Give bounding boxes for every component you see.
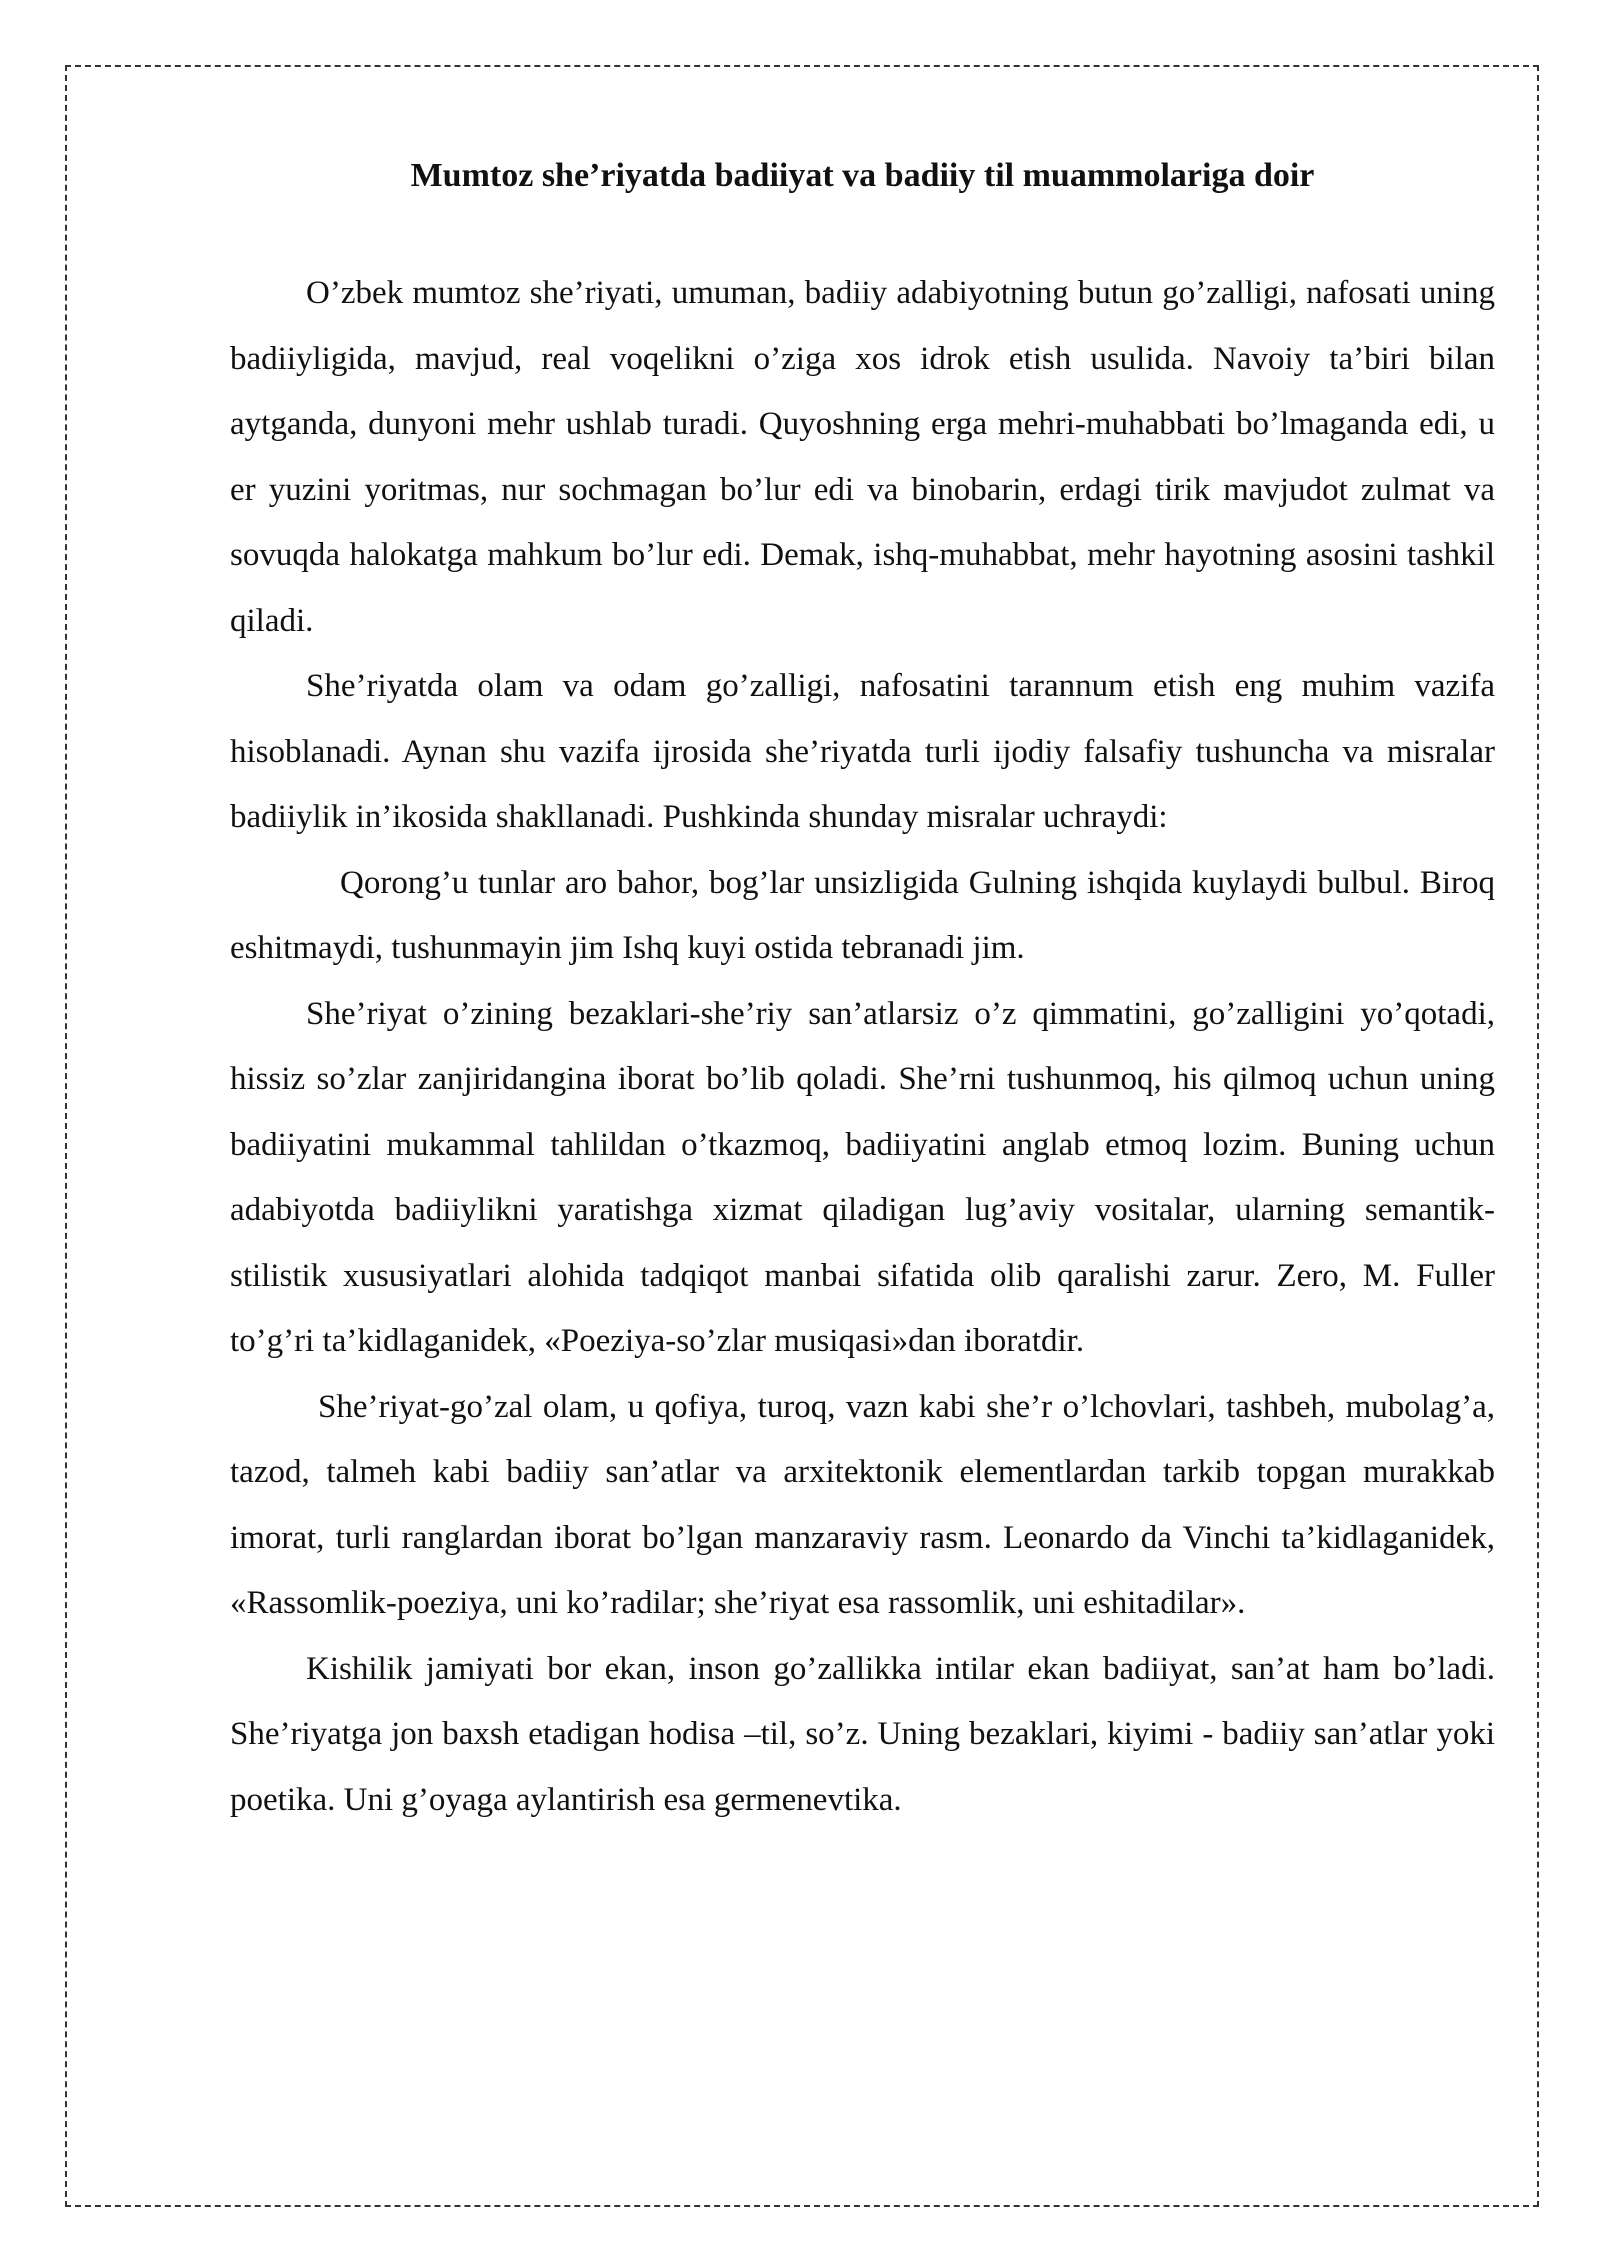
paragraph-1: O’zbek mumtoz she’riyati, umuman, badiiy adabiyotning butun go’zalligi, nafosati uning badiiyligida, mavjud, real voqelikni o’ziga xos idrok etish usulida. Navoiy ta’biri bilan aytganda, dunyoni mehr ushlab turadi. Quyoshning erga mehri-muhabbati bo’lmaganda edi, u er yuzini yoritmas, nur sochmagan bo’lur edi va binobarin, erdagi tirik mavjudot zulmat va sovuqda halokatga mahkum bo’lur edi. Demak, ishq-muhabbat, mehr hayotning asosini tashkil qiladi.	[230, 275, 1495, 639]
paragraph-5: Kishilik jamiyati bor ekan, inson go’zallikka intilar ekan badiiyat, san’at ham bo’ladi. She’riyatga jon baxsh etadigan hodisa –til, so’z. Uning bezaklari, kiyimi - badiiy san’atlar yoki poetika. Uni g’oyaga aylantirish esa germenevtika.	[230, 1650, 1495, 1818]
paragraph-4: She’riyat-go’zal olam, u qofiya, turoq, vazn kabi she’r o’lchovlari, tashbeh, mubolag’a, tazod, talmeh kabi badiiy san’atlar va arxitektonik elementlardan tarkib topgan murakkab imorat, turli ranglardan iborat bo’lgan manzaraviy rasm. Leonardo da Vinchi ta’kidlaganidek, «Rassomlik-poeziya, uni ko’radilar; she’riyat esa rassomlik, uni eshitadilar».	[230, 1388, 1495, 1621]
poem-quote: Qorong’u tunlar aro bahor, bog’lar unsizligida Gulning ishqida kuylaydi bulbul. Biroq eshitmaydi, tushunmayin jim Ishq kuyi ostida tebranadi jim.	[230, 864, 1495, 966]
document-body	[230, 145, 1495, 1833]
document-title: Mumtoz she’riyatda badiiyat va badiiy til muammolariga doir	[410, 157, 1315, 194]
paragraph-3: She’riyat o’zining bezaklari-she’riy san’atlarsiz o’z qimmatini, go’zalligini yo’qotadi, hissiz so’zlar zanjiridangina iborat bo’lib qoladi. She’rni tushunmoq, his qilmoq uchun uning badiiyatini mukammal tahlildan o’tkazmoq, badiiyatini anglab etmoq lozim. Buning uchun adabiyotda badiiylikni yaratishga xizmat qiladigan lug’aviy vositalar, ularning semantik-stilistik xususiyatlari alohida tadqiqot manbai sifatida olib qaralishi zarur. Zero, M. Fuller to’g’ri ta’kidlaganidek, «Poeziya-so’zlar musiqasi»dan iboratdir.	[230, 995, 1495, 1359]
paragraph-2: She’riyatda olam va odam go’zalligi, nafosatini tarannum etish eng muhim vazifa hisoblanadi. Aynan shu vazifa ijrosida she’riyatda turli ijodiy falsafiy tushuncha va misralar badiiylik in’ikosida shakllanadi. Pushkinda shunday misralar uchraydi:	[230, 668, 1495, 835]
